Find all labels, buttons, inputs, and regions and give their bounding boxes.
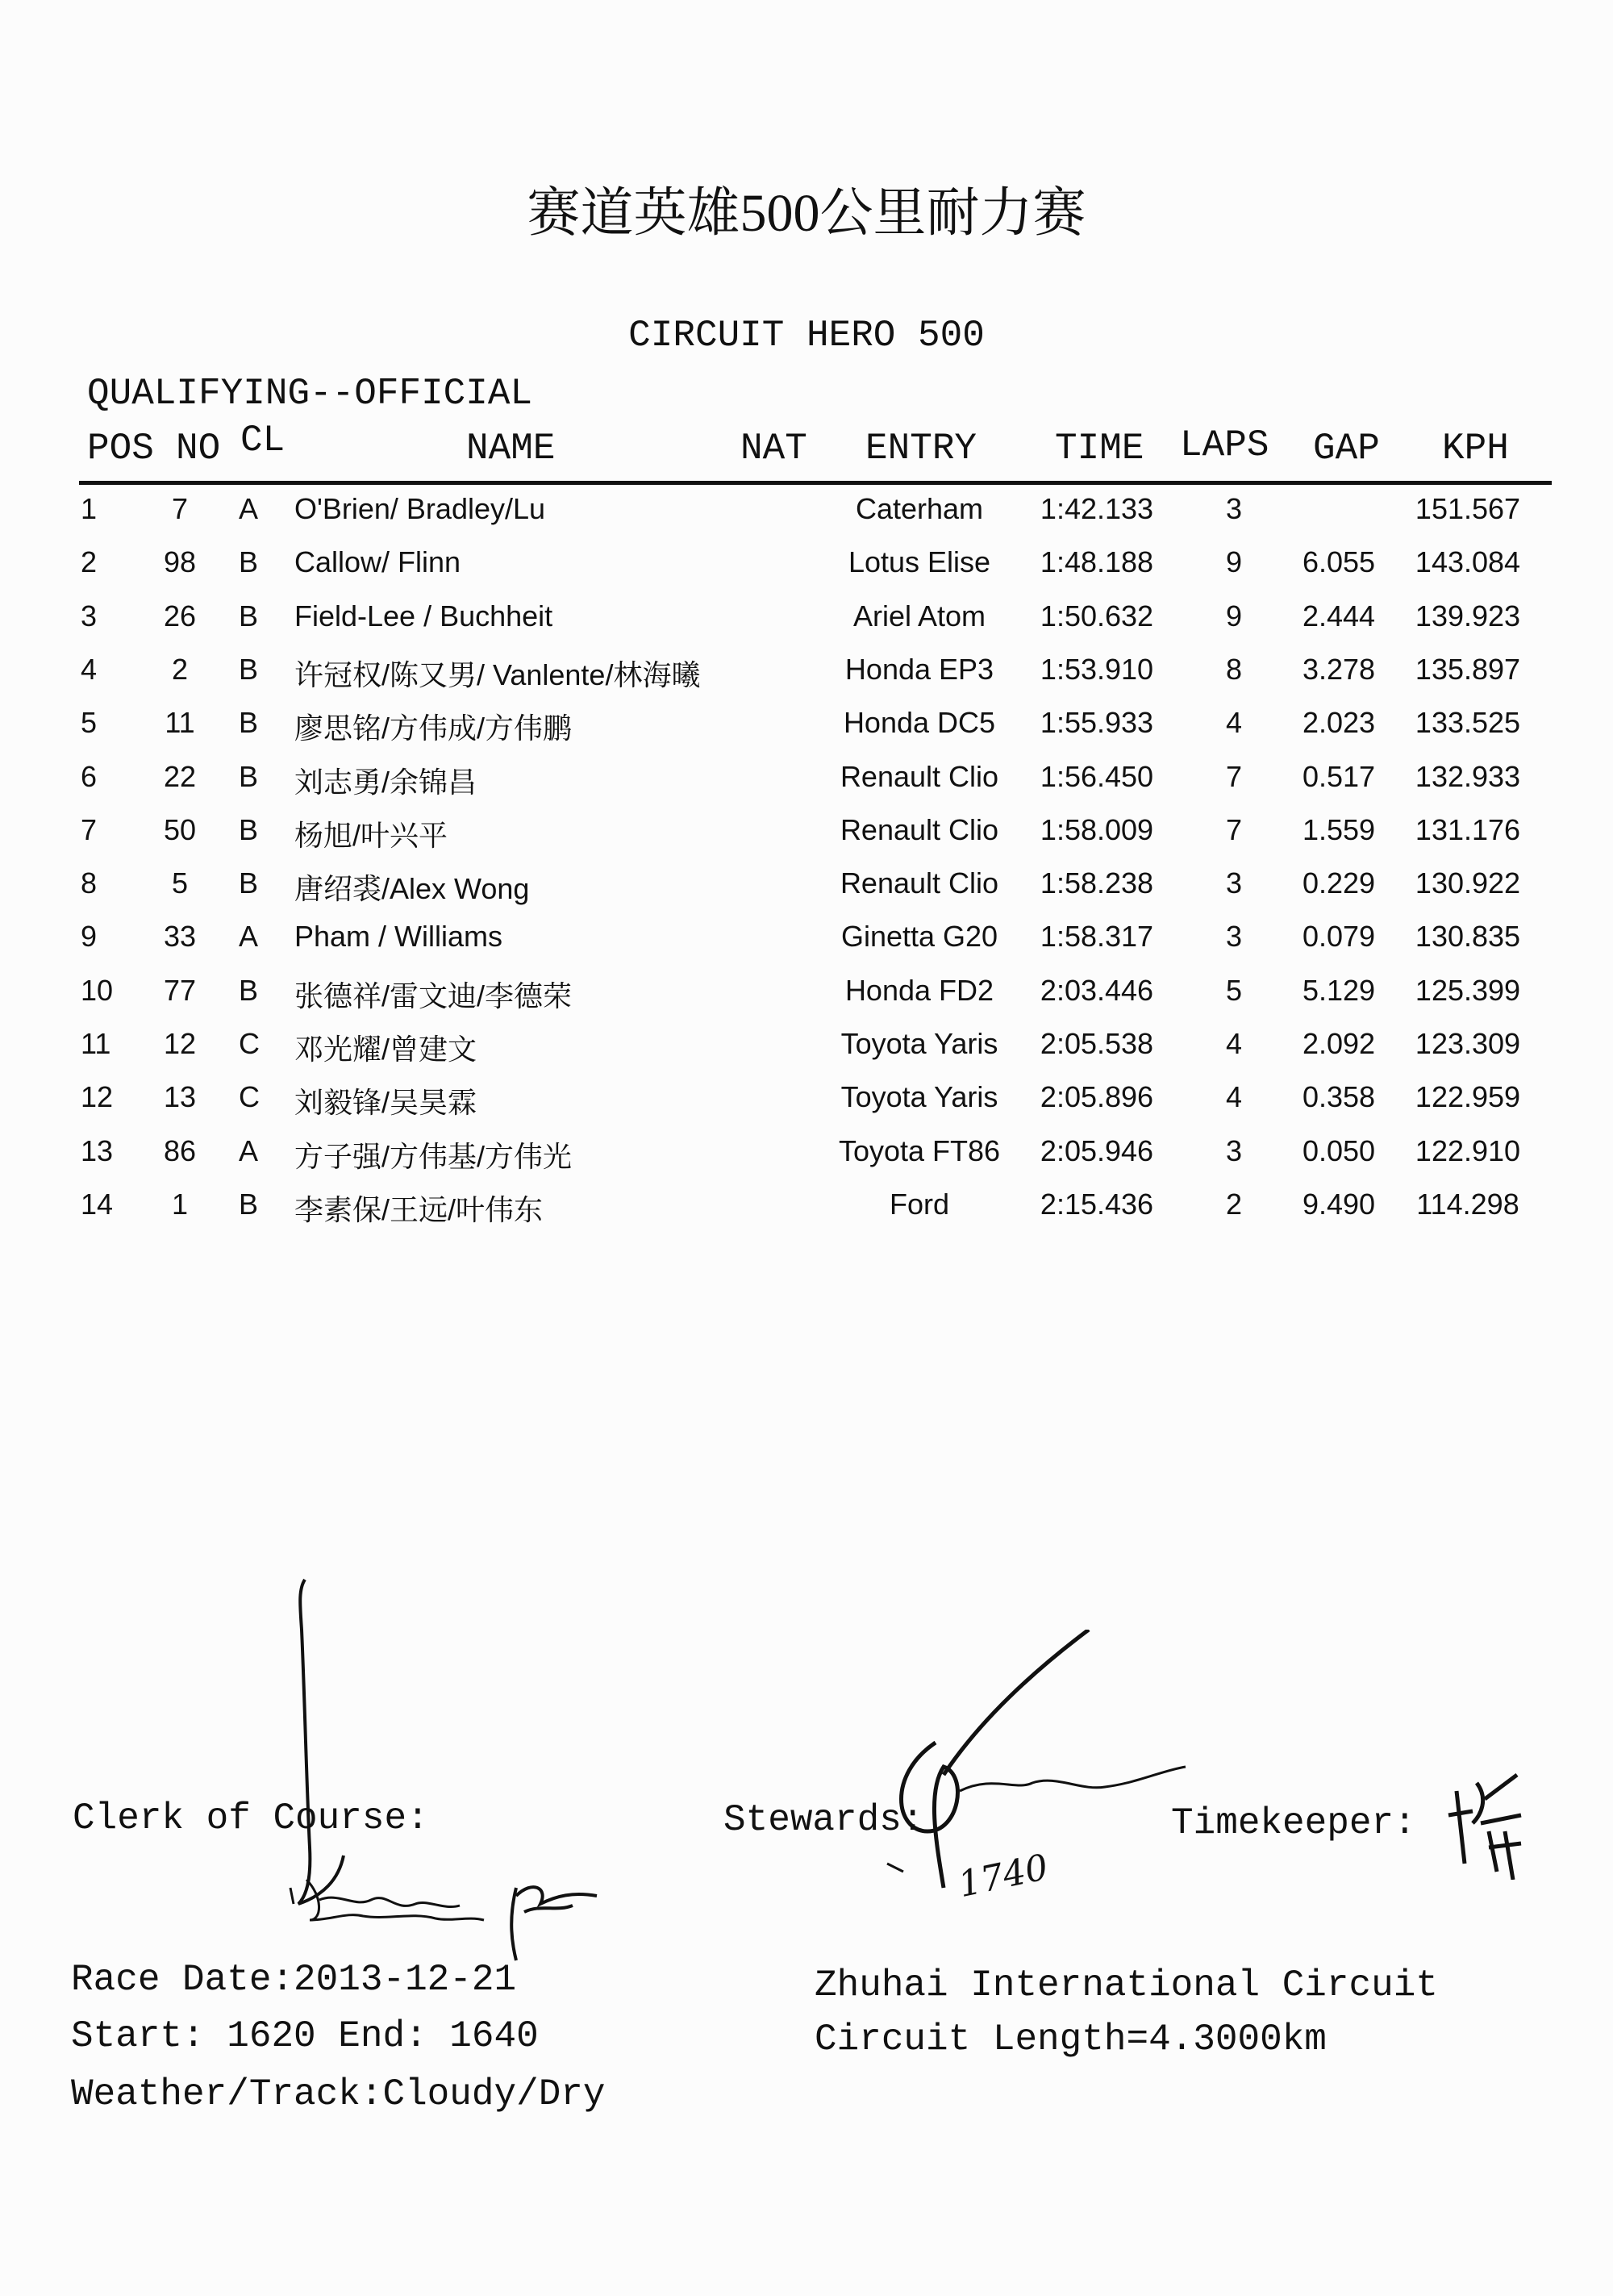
table-row — [0, 492, 1613, 545]
entry-cell: Toyota FT86 — [838, 1133, 1001, 1167]
entry-cell: Honda DC5 — [843, 706, 996, 740]
title-english: CIRCUIT HERO 500 — [628, 315, 985, 357]
header-name: NAME — [466, 428, 556, 470]
laps-cell: 3 — [1225, 866, 1243, 900]
time-cell: 1:58.317 — [1040, 920, 1154, 954]
entry-cell: Lotus Elise — [848, 545, 991, 579]
time-cell: 1:53.910 — [1040, 652, 1154, 686]
time-cell: 1:48.188 — [1040, 545, 1154, 579]
class-cell: B — [239, 812, 259, 846]
table-row — [0, 1134, 1613, 1188]
kph-cell: 131.176 — [1415, 812, 1521, 846]
time-cell: 1:55.933 — [1040, 706, 1154, 740]
gap-cell: 0.050 — [1302, 1133, 1376, 1167]
entry-cell: Honda EP3 — [844, 652, 994, 686]
laps-cell: 9 — [1225, 545, 1243, 579]
no-cell: 1 — [171, 1187, 189, 1221]
header-pos: POS — [87, 428, 154, 470]
pos-cell: 13 — [81, 1133, 114, 1167]
gap-cell: 0.229 — [1302, 866, 1376, 900]
entry-cell: Ariel Atom — [852, 599, 986, 632]
circuit-length: Circuit Length=4.3000km — [815, 2018, 1327, 2060]
kph-cell: 130.835 — [1415, 920, 1521, 954]
laps-cell: 3 — [1225, 1133, 1243, 1167]
no-cell: 2 — [171, 652, 189, 686]
kph-cell: 114.298 — [1416, 1187, 1519, 1221]
race-date: Race Date:2013-12-21 — [71, 1959, 517, 2001]
laps-cell: 4 — [1225, 706, 1243, 740]
time-cell: 1:42.133 — [1040, 492, 1154, 525]
kph-cell: 143.084 — [1415, 545, 1521, 579]
name-cell: 刘志勇/余锦昌 — [294, 765, 477, 799]
pos-cell: 14 — [81, 1187, 114, 1221]
class-cell: B — [239, 1187, 259, 1221]
pos-cell: 8 — [81, 866, 98, 900]
kph-cell: 133.525 — [1415, 706, 1521, 740]
laps-cell: 4 — [1225, 1027, 1243, 1060]
table-row — [0, 599, 1613, 653]
gap-cell: 0.517 — [1302, 759, 1376, 793]
class-cell: B — [239, 759, 259, 793]
gap-cell: 2.444 — [1302, 599, 1376, 632]
stewards-label: Stewards: — [723, 1799, 924, 1841]
class-cell: C — [239, 1080, 260, 1114]
time-cell: 1:58.238 — [1040, 866, 1154, 900]
table-row — [0, 866, 1613, 920]
no-cell: 98 — [163, 545, 197, 579]
session-label: QUALIFYING--OFFICIAL — [87, 373, 533, 415]
laps-cell: 5 — [1225, 973, 1243, 1007]
name-cell: Field-Lee / Buchheit — [294, 599, 553, 632]
pos-cell: 11 — [81, 1027, 111, 1060]
header-no: NO — [176, 428, 221, 470]
kph-cell: 122.910 — [1415, 1133, 1521, 1167]
class-cell: A — [239, 920, 259, 954]
pos-cell: 7 — [81, 812, 98, 846]
laps-cell: 7 — [1225, 812, 1243, 846]
no-cell: 33 — [163, 920, 197, 954]
time-cell: 2:03.446 — [1040, 973, 1154, 1007]
gap-cell: 0.358 — [1302, 1080, 1376, 1114]
no-cell: 11 — [165, 706, 195, 740]
time-cell: 2:05.538 — [1040, 1027, 1154, 1060]
pos-cell: 1 — [81, 492, 98, 525]
entry-cell: Renault Clio — [840, 759, 999, 793]
kph-cell: 132.933 — [1415, 759, 1521, 793]
name-cell: 方子强/方伟基/方伟光 — [294, 1139, 573, 1173]
kph-cell: 123.309 — [1415, 1027, 1521, 1060]
header-nat: NAT — [740, 428, 807, 470]
pos-cell: 3 — [81, 599, 98, 632]
header-divider — [79, 481, 1552, 485]
class-cell: A — [239, 1133, 259, 1167]
header-kph: KPH — [1442, 428, 1509, 470]
laps-cell: 4 — [1225, 1080, 1243, 1114]
class-cell: A — [239, 492, 259, 525]
table-row — [0, 1080, 1613, 1133]
kph-cell: 125.399 — [1415, 973, 1521, 1007]
no-cell: 7 — [171, 492, 189, 525]
gap-cell: 0.079 — [1302, 920, 1376, 954]
class-cell: B — [239, 545, 259, 579]
no-cell: 86 — [163, 1133, 197, 1167]
no-cell: 12 — [163, 1027, 197, 1060]
start-end-time: Start: 1620 End: 1640 — [71, 2015, 539, 2057]
gap-cell: 3.278 — [1302, 652, 1376, 686]
weather-track: Weather/Track:Cloudy/Dry — [71, 2073, 606, 2115]
table-row — [0, 813, 1613, 866]
entry-cell: Renault Clio — [840, 812, 999, 846]
name-cell: 刘毅锋/吴昊霖 — [294, 1086, 477, 1120]
table-row — [0, 760, 1613, 813]
time-cell: 1:58.009 — [1040, 812, 1154, 846]
pos-cell: 12 — [81, 1080, 114, 1114]
class-cell: B — [239, 599, 259, 632]
gap-cell: 5.129 — [1302, 973, 1376, 1007]
name-cell: O'Brien/ Bradley/Lu — [294, 492, 546, 525]
name-cell: Pham / Williams — [294, 920, 503, 954]
name-cell: 邓光耀/曾建文 — [294, 1033, 477, 1066]
kph-cell: 130.922 — [1415, 866, 1521, 900]
class-cell: C — [239, 1027, 260, 1060]
table-row — [0, 920, 1613, 973]
gap-cell: 2.092 — [1302, 1027, 1376, 1060]
laps-cell: 9 — [1225, 599, 1243, 632]
timekeeper-label: Timekeeper: — [1171, 1802, 1416, 1844]
name-cell: 廖思铭/方伟成/方伟鹏 — [294, 712, 573, 745]
time-cell: 2:05.946 — [1040, 1133, 1154, 1167]
pos-cell: 6 — [81, 759, 98, 793]
table-row — [0, 653, 1613, 706]
title-chinese: 赛道英雄500公里耐力赛 — [527, 184, 1086, 243]
gap-cell: 1.559 — [1302, 812, 1376, 846]
header-entry: ENTRY — [865, 428, 977, 470]
no-cell: 50 — [163, 812, 197, 846]
class-cell: B — [239, 652, 259, 686]
table-row — [0, 706, 1613, 759]
clerk-signature — [274, 1573, 613, 2009]
pos-cell: 5 — [81, 706, 98, 740]
kph-cell: 122.959 — [1415, 1080, 1521, 1114]
header-laps: LAPS — [1180, 424, 1269, 466]
header-time: TIME — [1055, 428, 1144, 470]
entry-cell: Toyota Yaris — [840, 1027, 998, 1060]
time-cell: 1:56.450 — [1040, 759, 1154, 793]
circuit-name: Zhuhai International Circuit — [815, 1964, 1438, 2006]
table-row — [0, 1027, 1613, 1080]
entry-cell: Toyota Yaris — [840, 1080, 998, 1114]
class-cell: B — [239, 973, 259, 1007]
no-cell: 5 — [171, 866, 189, 900]
pos-cell: 4 — [81, 652, 98, 686]
class-cell: B — [239, 866, 259, 900]
pos-cell: 10 — [81, 973, 114, 1007]
laps-cell: 7 — [1225, 759, 1243, 793]
clerk-of-course-label: Clerk of Course: — [73, 1797, 429, 1839]
class-cell: B — [239, 706, 259, 740]
entry-cell: Renault Clio — [840, 866, 999, 900]
gap-cell: 6.055 — [1302, 545, 1376, 579]
entry-cell: Honda FD2 — [844, 973, 994, 1007]
no-cell: 26 — [163, 599, 197, 632]
table-row — [0, 1188, 1613, 1241]
kph-cell: 139.923 — [1415, 599, 1521, 632]
name-cell: Callow/ Flinn — [294, 545, 461, 579]
pos-cell: 2 — [81, 545, 98, 579]
laps-cell: 3 — [1225, 492, 1243, 525]
name-cell: 许冠权/陈又男/ Vanlente/林海曦 — [294, 657, 701, 691]
kph-cell: 151.567 — [1415, 492, 1521, 525]
gap-cell: 2.023 — [1302, 706, 1376, 740]
name-cell: 李素保/王远/叶伟东 — [294, 1192, 544, 1226]
entry-cell: Ford — [889, 1187, 950, 1221]
time-cell: 1:50.632 — [1040, 599, 1154, 632]
header-gap: GAP — [1313, 428, 1380, 470]
steward-note: 1740 — [954, 1846, 1052, 1906]
table-row — [0, 974, 1613, 1027]
entry-cell: Ginetta G20 — [840, 920, 998, 954]
kph-cell: 135.897 — [1415, 652, 1521, 686]
name-cell: 唐绍裘/Alex Wong — [294, 872, 530, 906]
table-row — [0, 545, 1613, 599]
name-cell: 张德祥/雷文迪/李德荣 — [294, 979, 573, 1012]
pos-cell: 9 — [81, 920, 98, 954]
gap-cell: 9.490 — [1302, 1187, 1376, 1221]
entry-cell: Caterham — [855, 492, 984, 525]
laps-cell: 3 — [1225, 920, 1243, 954]
laps-cell: 2 — [1225, 1187, 1243, 1221]
laps-cell: 8 — [1225, 652, 1243, 686]
header-cl: CL — [240, 420, 286, 461]
no-cell: 13 — [163, 1080, 197, 1114]
no-cell: 22 — [163, 759, 197, 793]
name-cell: 杨旭/叶兴平 — [294, 818, 448, 852]
time-cell: 2:15.436 — [1040, 1187, 1154, 1221]
time-cell: 2:05.896 — [1040, 1080, 1154, 1114]
no-cell: 77 — [163, 973, 197, 1007]
timekeeper-signature — [1440, 1767, 1529, 1880]
